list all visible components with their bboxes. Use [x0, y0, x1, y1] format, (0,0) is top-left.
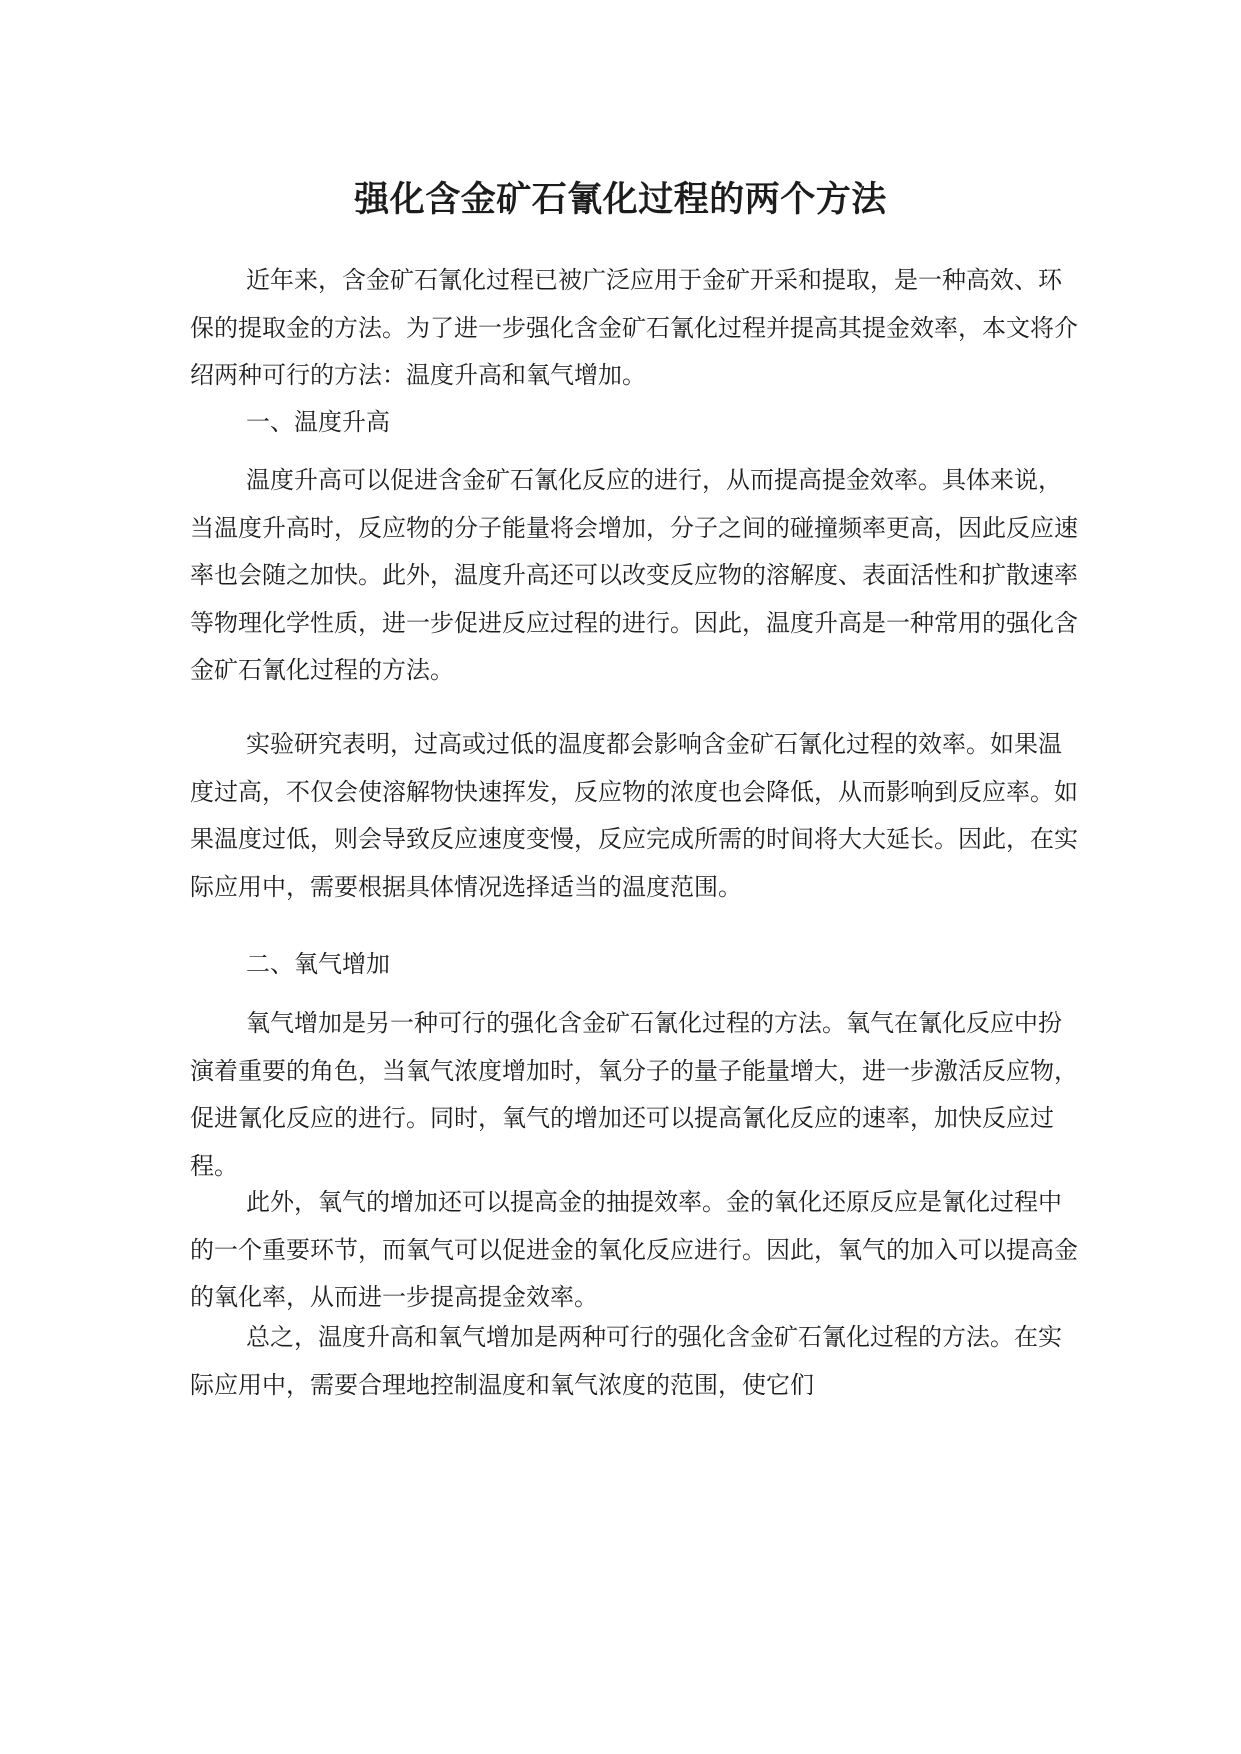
paragraph-conclusion: 总之，温度升高和氧气增加是两种可行的强化含金矿石氰化过程的方法。在实际应用中，需要合理地控制温度和氧气浓度的范围，使它们: [190, 1323, 1062, 1399]
paragraph-temperature-experiment: 实验研究表明，过高或过低的温度都会影响含金矿石氰化过程的效率。如果温度过高，不仅会使溶解物快速挥发，反应物的浓度也会降低，从而影响到反应率。如果温度过低，则会导致反应速度变慢，反应完成所需的时间将大大延长。因此，在实际应用中，需要根据具体情况选择适当的温度范围。: [190, 730, 1078, 901]
paragraph-oxygen-effect: 氧气增加是另一种可行的强化含金矿石氰化过程的方法。氧气在氰化反应中扮演着重要的角色，当氧气浓度增加时，氧分子的量子能量增大，进一步激活反应物，促进氰化反应的进行。同时，氧气的增加还可以提高氰化反应的速率，加快反应过程。: [190, 1009, 1078, 1180]
paragraph-intro: 近年来，含金矿石氰化过程已被广泛应用于金矿开采和提取，是一种高效、环保的提取金的方法。为了进一步强化含金矿石氰化过程并提高其提金效率，本文将介绍两种可行的方法：温度升高和氧气增加。: [190, 266, 1078, 389]
section-heading-oxygen: 二、氧气增加: [246, 950, 390, 978]
page-title: 强化含金矿石氰化过程的两个方法: [354, 180, 887, 220]
paragraph-oxygen-extraction: 此外，氧气的增加还可以提高金的抽提效率。金的氧化还原反应是氰化过程中的一个重要环节，而氧气可以促进金的氧化反应进行。因此，氧气的加入可以提高金的氧化率，从而进一步提高提金效率。: [190, 1188, 1078, 1311]
section-heading-temperature: 一、温度升高: [246, 408, 390, 436]
paragraph-temperature-effect: 温度升高可以促进含金矿石氰化反应的进行，从而提高提金效率。具体来说，当温度升高时，反应物的分子能量将会增加，分子之间的碰撞频率更高，因此反应速率也会随之加快。此外，温度升高还可以改变反应物的溶解度、表面活性和扩散速率等物理化学性质，进一步促进反应过程的进行。因此，温度升高是一种常用的强化含金矿石氰化过程的方法。: [190, 466, 1078, 684]
